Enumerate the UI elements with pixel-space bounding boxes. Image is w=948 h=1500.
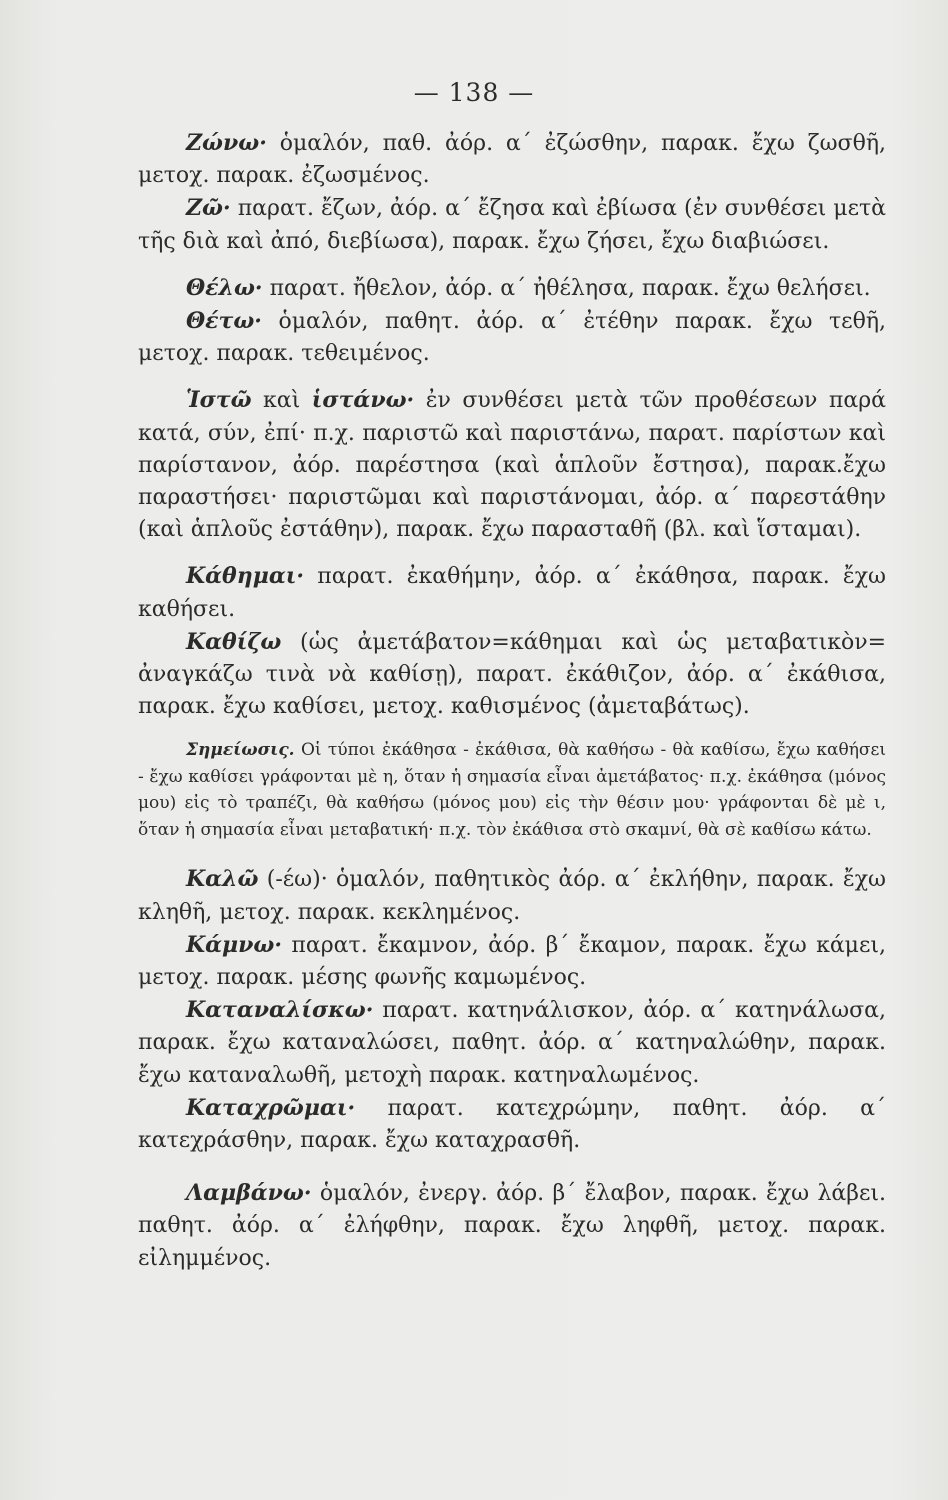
entry-zo (138, 192, 886, 257)
spacer (138, 546, 886, 560)
entry-headword: Ἱστῶ (186, 387, 252, 414)
note-text: Οἱ τύποι ἐκάθησα - ἐκάθισα, θὰ καθήσω - θὰ καθίσω, ἔχω καθήσει - ἔχω καθίσει γράφονται μὲ η, ὅταν ἡ σημασία εἶναι ἀμετάβατος· π.χ. ἐκάθησα (μόνος μου) εἰς τὸ τραπέζι, θὰ καθήσω (μόνος μου) εἰς τὴν θέσιν μου· γράφονται δὲ μὲ ι, ὅταν ἡ σημασία εἶναι μεταβατική· π.χ. τὸν ἐκάθισα στὸ σκαμνί, θὰ σὲ καθίσω κάτω. (138, 740, 886, 840)
entry-lamvano (138, 1177, 886, 1275)
entry-headword: Καλῶ (186, 866, 259, 893)
entry-headword: Θέτω· (186, 308, 262, 335)
entry-text: ὁμαλόν, ἐνεργ. ἀόρ. β΄ ἔλαβον, παρακ. ἔχω λάβει. παθητ. ἀόρ. α΄ ἐλήφθην, παρακ. ἔχω ληφθῆ, μετοχ. παρακ. εἰλημμένος. (138, 1181, 886, 1271)
spacer (138, 1157, 886, 1171)
entry-text: παρατ. κατεχρώμην, παθητ. ἀόρ. α΄ κατεχράσθην, παρακ. ἔχω καταχρασθῆ. (138, 1095, 886, 1154)
note-block (138, 737, 886, 843)
entry-kamno (138, 929, 886, 994)
entry-headword: Ζῶ· (186, 195, 231, 222)
entry-text: ἐν συνθέσει μετὰ τῶν προθέσεων παρά κατά, σύν, ἐπί· π.χ. παριστῶ καὶ παριστάνω, παρατ. παρίστων καὶ παρίστανον, ἀόρ. παρέστησα (καὶ ἁπλοῦν ἔστησα), παρακ.ἔχω παραστήσει· παριστῶμαι καὶ παριστάνομαι, ἀόρ. α΄ παρεστάθην (καὶ ἁπλοῦς ἐστάθην), παρακ. ἔχω παρασταθῆ (βλ. καὶ ἵσταμαι). (138, 388, 886, 543)
spacer (138, 370, 886, 384)
note-heading: Σημείωσις. (186, 740, 295, 761)
entry-headword: Καταχρῶμαι· (186, 1094, 356, 1121)
entry-katanalisko (138, 994, 886, 1092)
entry-headword: Κάμνω· (186, 931, 283, 958)
entry-isto (138, 384, 886, 546)
page-content (138, 127, 886, 1275)
entry-kathizo (138, 626, 886, 724)
entry-text: παρατ. ἔζων, ἀόρ. α΄ ἔζησα καὶ ἐβίωσα (ἐν συνθέσει μετὰ τῆς διὰ καὶ ἀπό, διεβίωσα), παρακ. ἔχω ζήσει, ἔχω διαβιώσει. (138, 196, 886, 254)
entry-text: (ὡς ἀμετάβατον=κάθημαι καὶ ὡς μεταβατικὸν= ἀναγκάζω τινὰ νὰ καθίσῃ), παρατ. ἐκάθιζον, ἀόρ. α΄ ἐκάθισα, παρακ. ἔχω καθίσει, μετοχ. καθισμένος (ἀμεταβάτως). (138, 629, 886, 720)
entry-headword: Καταναλίσκω· (186, 997, 374, 1024)
entry-headword: Λαμβάνω· (186, 1180, 312, 1207)
entry-text: ὁμαλόν, παθητ. ἀόρ. α΄ ἐτέθην παρακ. ἔχω τεθῆ, μετοχ. παρακ. τεθειμένος. (138, 309, 886, 367)
entry-headword-alt: ἱστάνω· (311, 387, 415, 414)
entry-text: παρατ. ἐκαθήμην, ἀόρ. α΄ ἐκάθησα, παρακ. ἔχω καθήσει. (138, 564, 886, 622)
spacer (138, 258, 886, 272)
entry-thelo (138, 272, 886, 305)
entry-katachromai (138, 1092, 886, 1157)
entry-zono (138, 127, 886, 192)
entry-text: παρατ. ἤθελον, ἀόρ. α΄ ἠθέλησα, παρακ. ἔχω θελήσει. (262, 275, 871, 301)
entry-kalo (138, 863, 886, 928)
spacer (138, 843, 886, 857)
entry-text: ὁμαλόν, παθ. ἀόρ. α΄ ἐζώσθην, παρακ. ἔχω ζωσθῆ, μετοχ. παρακ. ἐζωσμένος. (138, 131, 886, 189)
entry-conjunction: καὶ (251, 388, 312, 414)
entry-text: παρατ. κατηνάλισκον, ἀόρ. α΄ κατηνάλωσα, παρακ. ἔχω καταναλώσει, παθητ. ἀόρ. α΄ κατηναλώθην, παρακ. ἔχω καταναλωθῆ, μετοχὴ παρακ. κατηναλωμένος. (138, 998, 886, 1088)
spacer (138, 723, 886, 737)
entry-headword: Κάθημαι· (186, 563, 305, 590)
entry-theto (138, 305, 886, 370)
entry-text: (-έω)· ὁμαλόν, παθητικὸς ἀόρ. α΄ ἐκλήθην, παρακ. ἔχω κληθῆ, μετοχ. παρακ. κεκλημένος. (138, 867, 886, 925)
entry-headword: Θέλω· (186, 274, 263, 301)
page-number: — 138 — (413, 78, 535, 107)
entry-kathemai (138, 560, 886, 625)
entry-headword: Ζώνω· (186, 130, 267, 156)
entry-text: παρατ. ἔκαμνον, ἀόρ. β΄ ἔκαμον, παρακ. ἔχω κάμει, μετοχ. παρακ. μέσης φωνῆς καμωμένος. (138, 932, 886, 991)
entry-headword: Καθίζω (186, 628, 282, 655)
